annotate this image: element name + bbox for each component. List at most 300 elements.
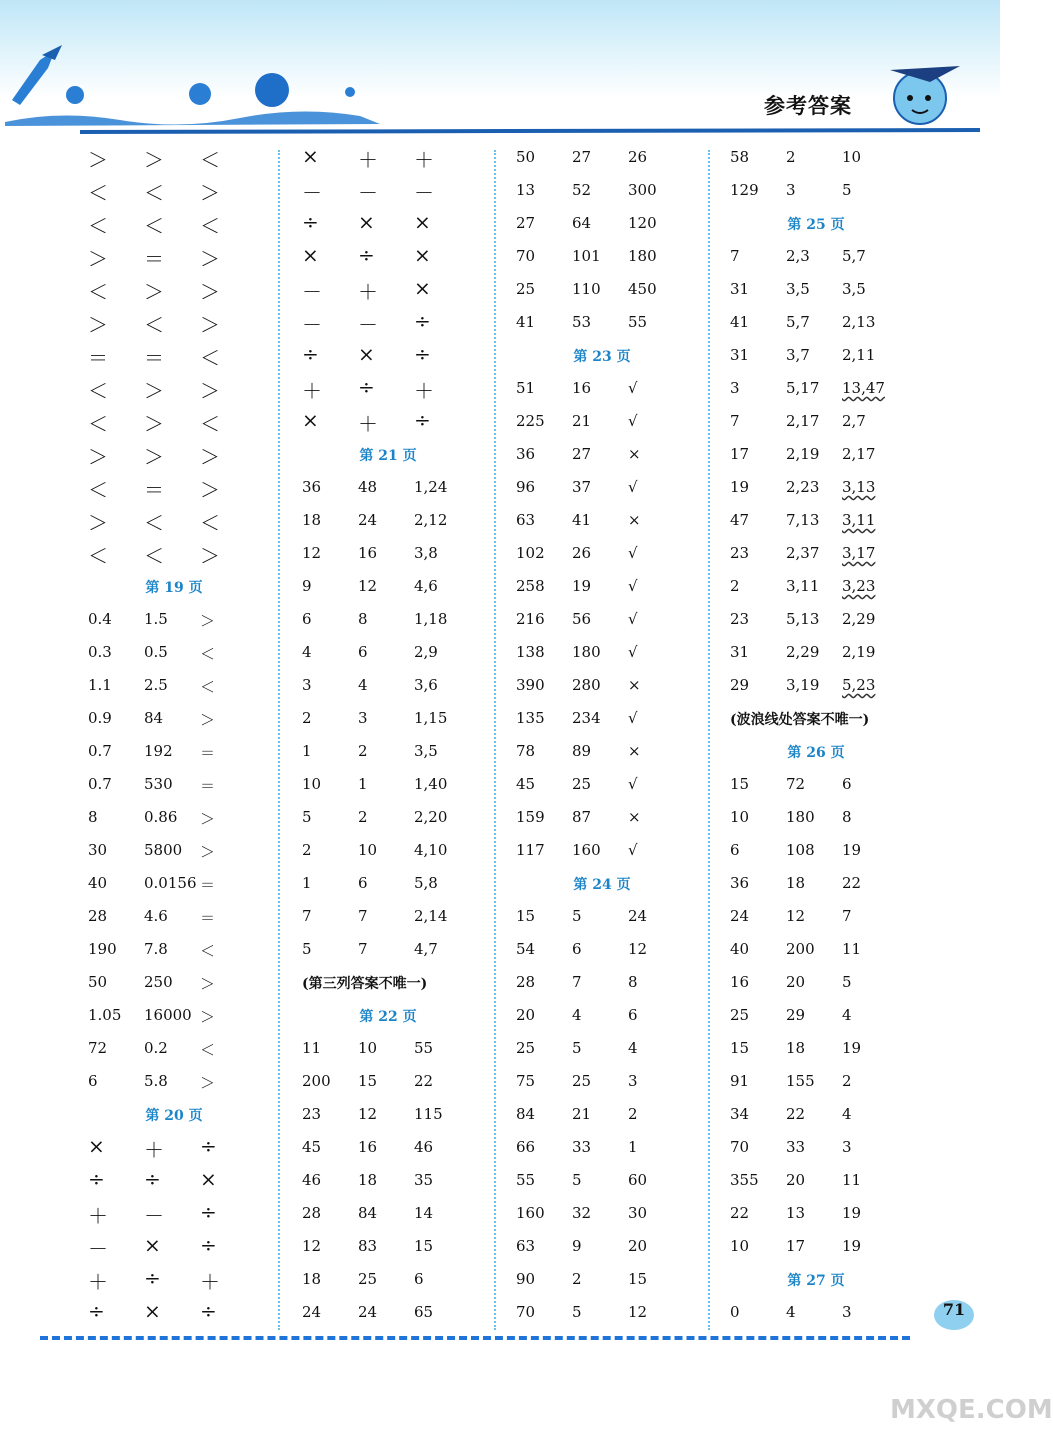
answer-row — [302, 643, 502, 676]
answer-cell: 12 — [786, 907, 806, 925]
answer-row — [88, 313, 288, 346]
answer-row — [88, 874, 288, 907]
answer-cell: 65 — [414, 1303, 434, 1321]
answer-cell: 3 — [730, 379, 740, 397]
answer-cell: ＜ — [88, 214, 108, 238]
answer-cell: ÷ — [144, 1266, 161, 1290]
answer-row — [516, 940, 716, 973]
answer-row — [88, 940, 288, 973]
answer-cell: 2,11 — [842, 346, 876, 364]
answer-cell: ＜ — [200, 678, 216, 696]
answer-cell: 20 — [786, 973, 806, 991]
answer-cell: 56 — [572, 610, 592, 628]
answer-cell: 24 — [730, 907, 750, 925]
answer-cell: 3,5 — [842, 280, 866, 298]
answer-cell: 33 — [572, 1138, 592, 1156]
answer-row — [516, 808, 716, 841]
answer-cell: 3 — [842, 1303, 852, 1321]
page-section-heading: 第 24 页 — [573, 877, 631, 893]
answer-cell: 2 — [628, 1105, 638, 1123]
answer-cell: 1.5 — [144, 610, 168, 628]
answer-cell: 36 — [516, 445, 536, 463]
answer-cell: ＜ — [88, 280, 108, 304]
answer-cell: ÷ — [88, 1167, 105, 1191]
answer-row — [88, 445, 288, 478]
answer-cell: 16 — [358, 544, 378, 562]
answer-cell: 21 — [572, 412, 592, 430]
answer-cell: × — [414, 276, 431, 300]
answer-cell: 5 — [302, 808, 312, 826]
answer-cell: ÷ — [302, 342, 319, 366]
answer-cell: 31 — [730, 346, 750, 364]
answer-cell: × — [414, 243, 431, 267]
answer-cell: × — [628, 742, 641, 760]
answer-cell: 12 — [358, 1105, 378, 1123]
answer-row — [302, 775, 502, 808]
answer-cell: 53 — [572, 313, 592, 331]
answer-cell: 1,18 — [414, 610, 448, 628]
answer-cell: 234 — [572, 709, 601, 727]
answer-cell: 1.05 — [88, 1006, 122, 1024]
answer-cell: 23 — [302, 1105, 322, 1123]
answer-cell: 52 — [572, 181, 592, 199]
answer-cell: ＜ — [88, 412, 108, 436]
answer-cell: 2,19 — [842, 643, 876, 661]
answer-cell: 72 — [88, 1039, 108, 1057]
answer-row — [516, 412, 716, 445]
answer-cell: 23 — [730, 610, 750, 628]
answer-row — [730, 181, 930, 214]
answer-row — [302, 181, 502, 214]
answer-row — [730, 511, 930, 544]
answer-cell: ＞ — [200, 810, 216, 828]
answer-cell: 3,17 — [842, 544, 876, 562]
answer-cell: 18 — [786, 1039, 806, 1057]
answer-cell: 300 — [628, 181, 657, 199]
answer-cell: 51 — [516, 379, 536, 397]
answer-cell: ＝ — [200, 909, 216, 927]
answer-cell: 15 — [414, 1237, 434, 1255]
answer-cell: ＜ — [200, 346, 220, 370]
answer-cell: ＞ — [200, 313, 220, 337]
answer-cell: ÷ — [200, 1200, 217, 1224]
answer-row — [730, 1006, 930, 1039]
answer-cell: 4 — [302, 643, 312, 661]
answer-cell: 48 — [358, 478, 378, 496]
answer-cell: ＝ — [144, 247, 164, 271]
answer-cell: 8 — [628, 973, 638, 991]
answer-cell: 26 — [572, 544, 592, 562]
answer-cell: － — [358, 181, 378, 205]
answer-cell: 23 — [730, 544, 750, 562]
answer-cell: ÷ — [302, 210, 319, 234]
answer-cell: 3,11 — [786, 577, 820, 595]
answer-cell: 0.9 — [88, 709, 112, 727]
answer-cell: ＋ — [144, 1138, 164, 1162]
answer-cell: 19 — [842, 1237, 862, 1255]
answer-cell: 1 — [302, 742, 312, 760]
answer-cell: 3 — [786, 181, 796, 199]
answer-cell: ＝ — [144, 346, 164, 370]
answer-cell: 102 — [516, 544, 545, 562]
answer-row — [302, 1039, 502, 1072]
answer-cell: ＝ — [200, 876, 216, 894]
answer-cell: 250 — [144, 973, 173, 991]
answer-row — [302, 1138, 502, 1171]
moon-icon — [189, 83, 211, 105]
answer-row — [302, 1237, 502, 1270]
answer-row — [516, 214, 716, 247]
answer-cell: √ — [628, 412, 638, 430]
answer-cell: 5 — [572, 1039, 582, 1057]
answer-cell: ＜ — [200, 942, 216, 960]
answer-cell: 24 — [358, 1303, 378, 1321]
answer-cell: 155 — [786, 1072, 815, 1090]
answer-row — [730, 1072, 930, 1105]
answer-row — [516, 1039, 716, 1072]
answer-cell: － — [144, 1204, 164, 1228]
answer-cell: 7 — [572, 973, 582, 991]
answer-cell: ＞ — [200, 1074, 216, 1092]
answer-cell: 20 — [628, 1237, 648, 1255]
answer-cell: 9 — [572, 1237, 582, 1255]
answer-cell: 2 — [730, 577, 740, 595]
answer-cell: 6 — [628, 1006, 638, 1024]
answer-row — [516, 1072, 716, 1105]
answer-row — [730, 445, 930, 478]
answer-cell: 18 — [302, 1270, 322, 1288]
answer-cell: ＝ — [88, 346, 108, 370]
answer-row — [88, 181, 288, 214]
answer-cell: ＞ — [200, 711, 216, 729]
answer-cell: 0.0156 — [144, 874, 197, 892]
answer-cell: 35 — [414, 1171, 434, 1189]
answer-cell: 0 — [730, 1303, 740, 1321]
answer-cell: ＜ — [88, 544, 108, 568]
answer-cell: 5 — [842, 973, 852, 991]
answer-cell: 4.6 — [144, 907, 168, 925]
answer-cell: ＜ — [88, 379, 108, 403]
answer-row — [302, 210, 502, 247]
answer-cell: 45 — [516, 775, 536, 793]
answer-row — [730, 610, 930, 643]
answer-cell: 3,5 — [786, 280, 810, 298]
answer-cell: 41 — [730, 313, 750, 331]
answer-cell: 8 — [88, 808, 98, 826]
answer-row — [730, 676, 930, 709]
answer-cell: 60 — [628, 1171, 648, 1189]
answer-cell: 5 — [572, 907, 582, 925]
answer-cell: 6 — [730, 841, 740, 859]
answer-cell: ＞ — [88, 148, 108, 172]
answer-cell: ＞ — [200, 1008, 216, 1026]
answer-cell: 1,40 — [414, 775, 448, 793]
answer-cell: 1 — [302, 874, 312, 892]
answer-cell: 2 — [842, 1072, 852, 1090]
answer-cell: 21 — [572, 1105, 592, 1123]
answer-cell: 2,17 — [786, 412, 820, 430]
answer-note: (第三列答案不唯一) — [302, 976, 428, 992]
answer-row — [516, 1270, 716, 1303]
answer-cell: 101 — [572, 247, 601, 265]
answer-cell: 129 — [730, 181, 759, 199]
answer-cell: ＞ — [200, 843, 216, 861]
answer-cell: ÷ — [200, 1299, 217, 1323]
page-section-heading: 第 26 页 — [787, 745, 845, 761]
answer-cell: 58 — [730, 148, 750, 166]
answer-cell: 40 — [88, 874, 108, 892]
answer-cell: 27 — [516, 214, 536, 232]
rocket-icon — [12, 45, 62, 105]
answer-cell: 36 — [302, 478, 322, 496]
answer-row — [730, 973, 930, 1006]
answer-cell: 15 — [516, 907, 536, 925]
answer-row — [516, 379, 716, 412]
answer-row — [516, 478, 716, 511]
answer-cell: ＋ — [88, 1204, 108, 1228]
sun-icon — [255, 73, 289, 107]
answer-cell: 29 — [786, 1006, 806, 1024]
answer-cell: 159 — [516, 808, 545, 826]
answer-cell: ÷ — [358, 375, 375, 399]
answer-cell: 5,17 — [786, 379, 820, 397]
answer-row — [302, 907, 502, 940]
answer-row — [516, 544, 716, 577]
answer-row — [730, 940, 930, 973]
answer-cell: ＞ — [200, 181, 220, 205]
answer-cell: 5 — [302, 940, 312, 958]
answer-cell: 25 — [516, 280, 536, 298]
answer-cell: 75 — [516, 1072, 536, 1090]
answer-cell: 14 — [414, 1204, 434, 1222]
answer-cell: 10 — [358, 841, 378, 859]
answer-cell: ＜ — [200, 1041, 216, 1059]
answer-cell: 115 — [414, 1105, 443, 1123]
answer-cell: 55 — [516, 1171, 536, 1189]
answer-cell: 2,20 — [414, 808, 448, 826]
answer-cell: 180 — [786, 808, 815, 826]
answer-cell: 28 — [302, 1204, 322, 1222]
answer-row — [302, 676, 502, 709]
answer-cell: 10 — [302, 775, 322, 793]
answer-cell: 2,13 — [842, 313, 876, 331]
answer-cell: ＞ — [144, 379, 164, 403]
answer-cell: 2 — [572, 1270, 582, 1288]
answer-row — [302, 940, 502, 973]
answer-row — [302, 808, 502, 841]
answer-cell: 22 — [414, 1072, 434, 1090]
answer-cell: 28 — [516, 973, 536, 991]
answer-cell: 34 — [730, 1105, 750, 1123]
answer-cell: ＝ — [144, 478, 164, 502]
answer-cell: 117 — [516, 841, 545, 859]
answer-row — [88, 280, 288, 313]
answer-cell: － — [302, 280, 322, 304]
answer-row — [516, 577, 716, 610]
answer-cell: ＋ — [200, 1270, 220, 1294]
answer-cell: 24 — [302, 1303, 322, 1321]
answer-row — [88, 346, 288, 379]
answer-cell: ＝ — [200, 777, 216, 795]
answer-row — [516, 742, 716, 775]
answer-cell: 3,8 — [414, 544, 438, 562]
answer-cell: 2,23 — [786, 478, 820, 496]
answer-cell: 5,7 — [786, 313, 810, 331]
answer-row — [88, 544, 288, 577]
answer-cell: × — [144, 1299, 161, 1323]
answer-cell: 24 — [628, 907, 648, 925]
answer-row — [302, 276, 502, 313]
answer-cell: 5.8 — [144, 1072, 168, 1090]
answer-row — [88, 1167, 288, 1204]
answer-cell: 50 — [88, 973, 108, 991]
answer-cell: ＝ — [200, 744, 216, 762]
answer-row — [88, 775, 288, 808]
page-title: 参考答案 — [764, 94, 852, 118]
answer-cell: 355 — [730, 1171, 759, 1189]
answer-cell: × — [628, 511, 641, 529]
answer-cell: √ — [628, 379, 638, 397]
answer-cell: ＞ — [200, 612, 216, 630]
answer-cell: ÷ — [88, 1299, 105, 1323]
answer-cell: 8 — [358, 610, 368, 628]
answer-cell: ＞ — [144, 148, 164, 172]
answer-cell: 200 — [786, 940, 815, 958]
answer-row — [302, 309, 502, 346]
answer-row — [88, 247, 288, 280]
answer-row — [516, 907, 716, 940]
answer-row — [730, 280, 930, 313]
answer-cell: × — [628, 676, 641, 694]
answer-cell: 83 — [358, 1237, 378, 1255]
answer-row — [88, 742, 288, 775]
answer-cell: 45 — [302, 1138, 322, 1156]
answer-cell: 25 — [516, 1039, 536, 1057]
answer-cell: 18 — [358, 1171, 378, 1189]
answer-cell: 1,24 — [414, 478, 448, 496]
answer-cell: 2 — [302, 709, 312, 727]
answer-row — [516, 775, 716, 808]
answer-cell: 70 — [516, 247, 536, 265]
answer-row — [302, 375, 502, 412]
answer-cell: 5,23 — [842, 676, 876, 694]
answer-cell: 7 — [302, 907, 312, 925]
page-section-heading: 第 27 页 — [787, 1273, 845, 1289]
answer-cell: 66 — [516, 1138, 536, 1156]
answer-cell: 530 — [144, 775, 173, 793]
answer-cell: 13,47 — [842, 379, 885, 397]
answer-cell: 31 — [730, 280, 750, 298]
answer-row — [516, 1138, 716, 1171]
answer-cell: 22 — [786, 1105, 806, 1123]
answer-cell: 15 — [358, 1072, 378, 1090]
answer-cell: 2,17 — [842, 445, 876, 463]
answer-note: (波浪线处答案不唯一) — [730, 712, 870, 728]
answer-row — [302, 511, 502, 544]
answer-cell: 8 — [842, 808, 852, 826]
answer-cell: 30 — [628, 1204, 648, 1222]
answer-cell: 2,29 — [842, 610, 876, 628]
answer-row — [730, 1171, 930, 1204]
answer-cell: 192 — [144, 742, 173, 760]
answer-cell: 5,7 — [842, 247, 866, 265]
answer-cell: √ — [628, 478, 638, 496]
answer-row — [516, 841, 716, 874]
answer-row — [730, 544, 930, 577]
answer-cell: 13 — [786, 1204, 806, 1222]
answer-cell: 5,8 — [414, 874, 438, 892]
answer-cell: 33 — [786, 1138, 806, 1156]
answer-cell: 1 — [358, 775, 368, 793]
answer-cell: － — [358, 313, 378, 337]
answer-cell: ＞ — [200, 445, 220, 469]
page-section-heading: 第 21 页 — [359, 448, 417, 464]
answer-cell: 2,12 — [414, 511, 448, 529]
answer-cell: √ — [628, 577, 638, 595]
answer-row — [302, 1303, 502, 1336]
page-section-heading: 第 23 页 — [573, 349, 631, 365]
answer-cell: 26 — [628, 148, 648, 166]
answer-cell: ＞ — [200, 975, 216, 993]
answer-row — [88, 676, 288, 709]
answer-row — [516, 1303, 716, 1336]
answer-row — [88, 478, 288, 511]
answer-row — [516, 511, 716, 544]
answer-cell: 390 — [516, 676, 545, 694]
answer-cell: 10 — [842, 148, 862, 166]
answer-cell: 28 — [88, 907, 108, 925]
answer-cell: 6 — [358, 874, 368, 892]
answer-cell: 78 — [516, 742, 536, 760]
answer-row — [88, 148, 288, 181]
answer-cell: ＜ — [200, 214, 220, 238]
answer-row — [516, 148, 716, 181]
answer-row — [302, 243, 502, 280]
answer-cell: 89 — [572, 742, 592, 760]
answer-cell: 22 — [730, 1204, 750, 1222]
answer-cell: 2 — [358, 808, 368, 826]
answer-cell: 9 — [302, 577, 312, 595]
answer-cell: 63 — [516, 1237, 536, 1255]
answer-cell: ＞ — [200, 478, 220, 502]
answer-row — [88, 1266, 288, 1303]
answer-cell: 19 — [842, 841, 862, 859]
answer-cell: 5,13 — [786, 610, 820, 628]
answer-cell: × — [628, 808, 641, 826]
answer-row — [730, 577, 930, 610]
answer-row — [88, 1006, 288, 1039]
answer-cell: √ — [628, 841, 638, 859]
answer-cell: 190 — [88, 940, 117, 958]
answer-cell: 30 — [88, 841, 108, 859]
answer-cell: 84 — [516, 1105, 536, 1123]
answer-row — [88, 379, 288, 412]
answer-cell: 18 — [302, 511, 322, 529]
answer-cell: 11 — [842, 940, 862, 958]
answer-row — [516, 1237, 716, 1270]
answer-row — [516, 676, 716, 709]
answer-cell: 15 — [730, 1039, 750, 1057]
answer-cell: 4,7 — [414, 940, 438, 958]
answer-cell: ＜ — [200, 412, 220, 436]
answer-cell: 22 — [842, 874, 862, 892]
answer-cell: ÷ — [200, 1134, 217, 1158]
answer-cell: ＜ — [144, 511, 164, 535]
answer-cell: × — [628, 445, 641, 463]
answer-cell: 12 — [302, 544, 322, 562]
answer-cell: × — [414, 210, 431, 234]
answer-cell: ＞ — [200, 247, 220, 271]
